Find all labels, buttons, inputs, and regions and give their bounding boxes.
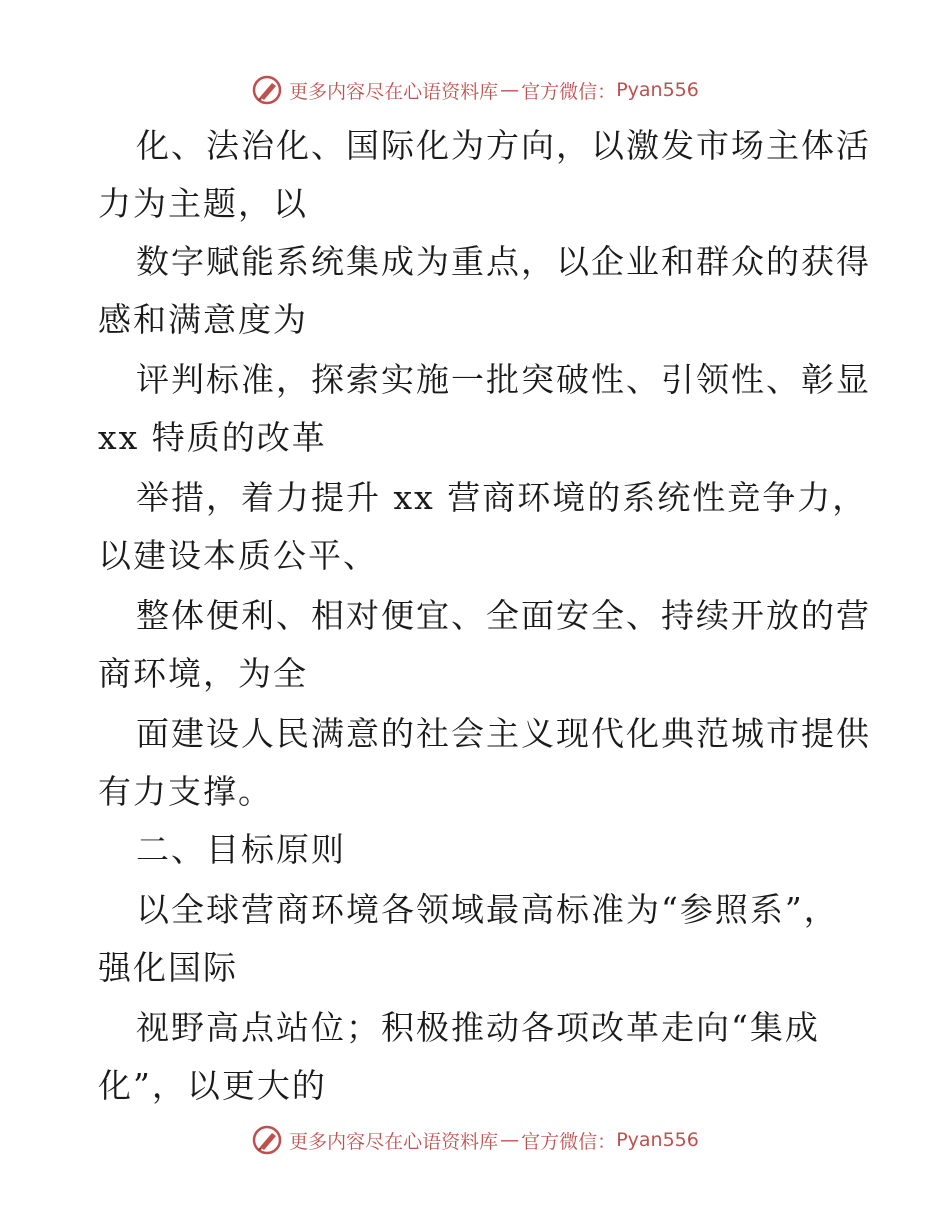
header-watermark xyxy=(0,72,950,108)
footer-watermark xyxy=(0,1122,950,1158)
body-line: 力为主题，以 xyxy=(98,184,308,223)
watermark-separator: — xyxy=(500,1129,520,1151)
body-line: 视野高点站位；积极推动各项改革走向“集成 xyxy=(136,1008,820,1047)
body-line: 化”，以更大的 xyxy=(98,1066,327,1105)
watermark-wechat-label: 官方微信： xyxy=(521,1130,617,1153)
watermark-brand: 更多内容尽在心语资料库 xyxy=(289,1130,499,1153)
body-line: 整体便利、相对便宜、全面安全、持续开放的营 xyxy=(136,596,871,635)
pen-logo-icon xyxy=(251,1124,283,1156)
body-line: 以建设本质公平、 xyxy=(98,536,378,575)
body-line: 有力支撑。 xyxy=(98,772,273,811)
watermark-wechat-label: 官方微信： xyxy=(521,80,617,103)
body-line: 化、法治化、国际化为方向，以激发市场主体活 xyxy=(136,126,871,165)
watermark-brand: 更多内容尽在心语资料库 xyxy=(289,80,499,103)
watermark-separator: — xyxy=(500,79,520,101)
pen-logo-icon xyxy=(251,74,283,106)
body-line: 面建设人民满意的社会主义现代化典范城市提供 xyxy=(136,714,871,753)
body-line: 举措，着力提升 xx 营商环境的系统性竞争力， xyxy=(136,478,868,517)
body-line: 感和满意度为 xyxy=(98,300,308,339)
watermark-wechat-id: Pyan556 xyxy=(616,1129,699,1151)
body-line: xx 特质的改革 xyxy=(98,418,327,457)
body-line: 数字赋能系统集成为重点，以企业和群众的获得 xyxy=(136,242,871,281)
body-line: 商环境，为全 xyxy=(98,654,308,693)
body-line: 强化国际 xyxy=(98,948,238,987)
body-line: 以全球营商环境各领域最高标准为“参照系”， xyxy=(136,890,839,929)
body-line: 评判标准，探索实施一批突破性、引领性、彰显 xyxy=(136,360,871,399)
watermark-wechat-id: Pyan556 xyxy=(616,79,699,101)
section-heading: 二、目标原则 xyxy=(136,830,346,869)
